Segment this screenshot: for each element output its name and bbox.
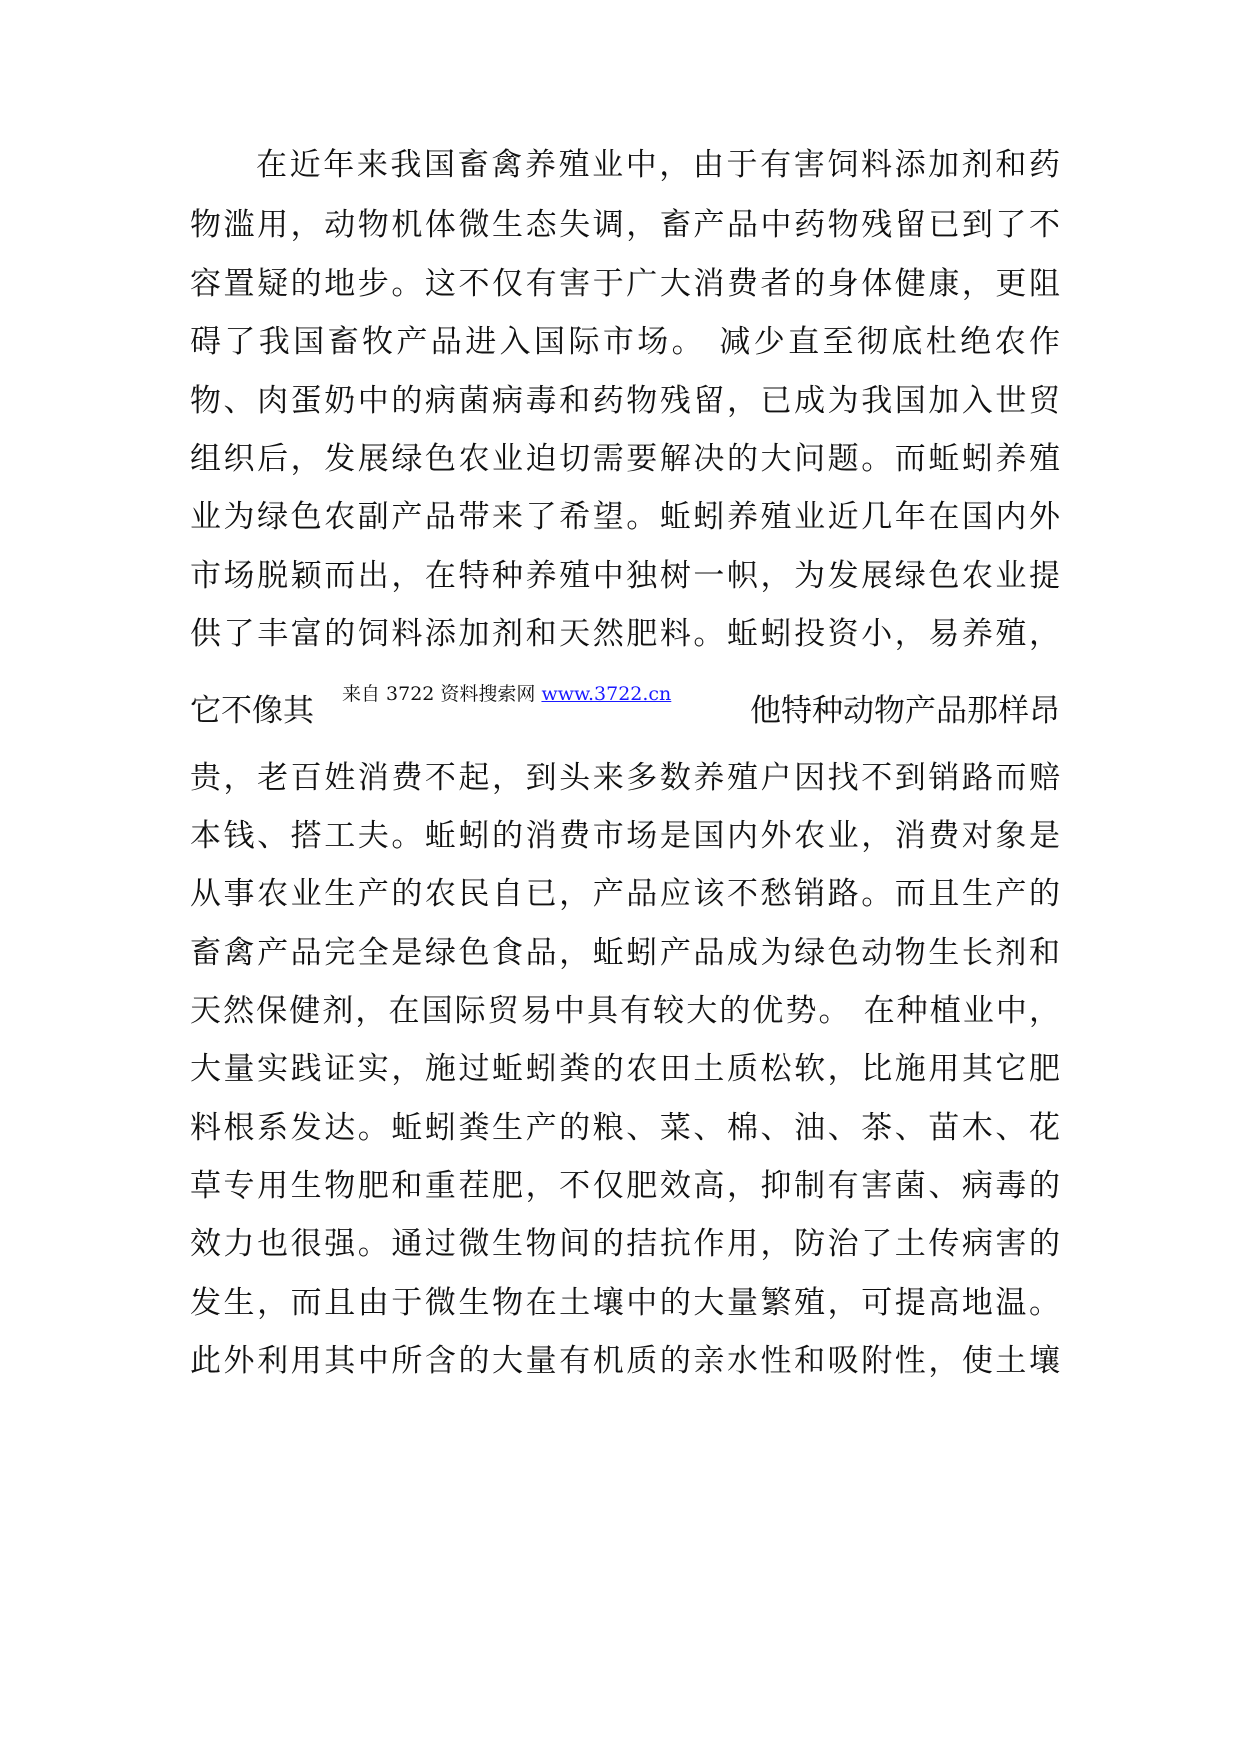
text-line: 畜禽产品完全是绿色食品，蚯蚓产品成为绿色动物生长剂和 [190, 935, 1060, 971]
text-line: 物滥用，动物机体微生态失调，畜产品中药物残留已到了不 [190, 207, 1060, 243]
text-line: 在近年来我国畜禽养殖业中，由于有害饲料添加剂和药 [256, 147, 1060, 183]
text-line: 贵，老百姓消费不起，到头来多数养殖户因找不到销路而赔 [190, 760, 1060, 796]
text-line: 物、肉蛋奶中的病菌病毒和药物残留，已成为我国加入世贸 [190, 383, 1060, 419]
watermark [342, 682, 671, 706]
text-line: 本钱、搭工夫。蚯蚓的消费市场是国内外农业，消费对象是 [190, 818, 1060, 854]
text-line: 碍了我国畜牧产品进入国际市场。 减少直至彻底杜绝农作 [190, 324, 1060, 360]
text-line: 容置疑的地步。这不仅有害于广大消费者的身体健康，更阻 [190, 266, 1060, 302]
text-line: 天然保健剂，在国际贸易中具有较大的优势。 在种植业中， [190, 993, 1060, 1029]
text-line-with-watermark [190, 676, 1060, 746]
text-line: 市场脱颖而出，在特种养殖中独树一帜，为发展绿色农业提 [190, 558, 1060, 594]
text-line: 组织后，发展绿色农业迫切需要解决的大问题。而蚯蚓养殖 [190, 441, 1060, 477]
text-line: 发生，而且由于微生物在土壤中的大量繁殖，可提高地温。 [190, 1285, 1060, 1321]
text-line: 业为绿色农副产品带来了希望。蚯蚓养殖业近几年在国内外 [190, 499, 1060, 535]
watermark-text: 来自 3722 资料搜索网 [342, 683, 536, 705]
text-line: 此外利用其中所含的大量有机质的亲水性和吸附性，使土壤 [190, 1343, 1060, 1379]
text-line: 效力也很强。通过微生物间的拮抗作用，防治了土传病害的 [190, 1226, 1060, 1262]
text-line: 从事农业生产的农民自已，产品应该不愁销路。而且生产的 [190, 876, 1060, 912]
text-line: 草专用生物肥和重茬肥，不仅肥效高，抑制有害菌、病毒的 [190, 1168, 1060, 1204]
watermark-link[interactable]: www.3722.cn [541, 683, 672, 705]
text-line: 料根系发达。蚯蚓粪生产的粮、菜、棉、油、茶、苗木、花 [190, 1110, 1060, 1146]
text-line: 大量实践证实，施过蚯蚓粪的农田土质松软，比施用其它肥 [190, 1051, 1060, 1087]
text-segment: 他特种动物产品那样昂 [750, 693, 1060, 729]
text-segment: 它不像其 [190, 693, 314, 729]
text-line: 供了丰富的饲料添加剂和天然肥料。蚯蚓投资小，易养殖， [190, 616, 1060, 652]
